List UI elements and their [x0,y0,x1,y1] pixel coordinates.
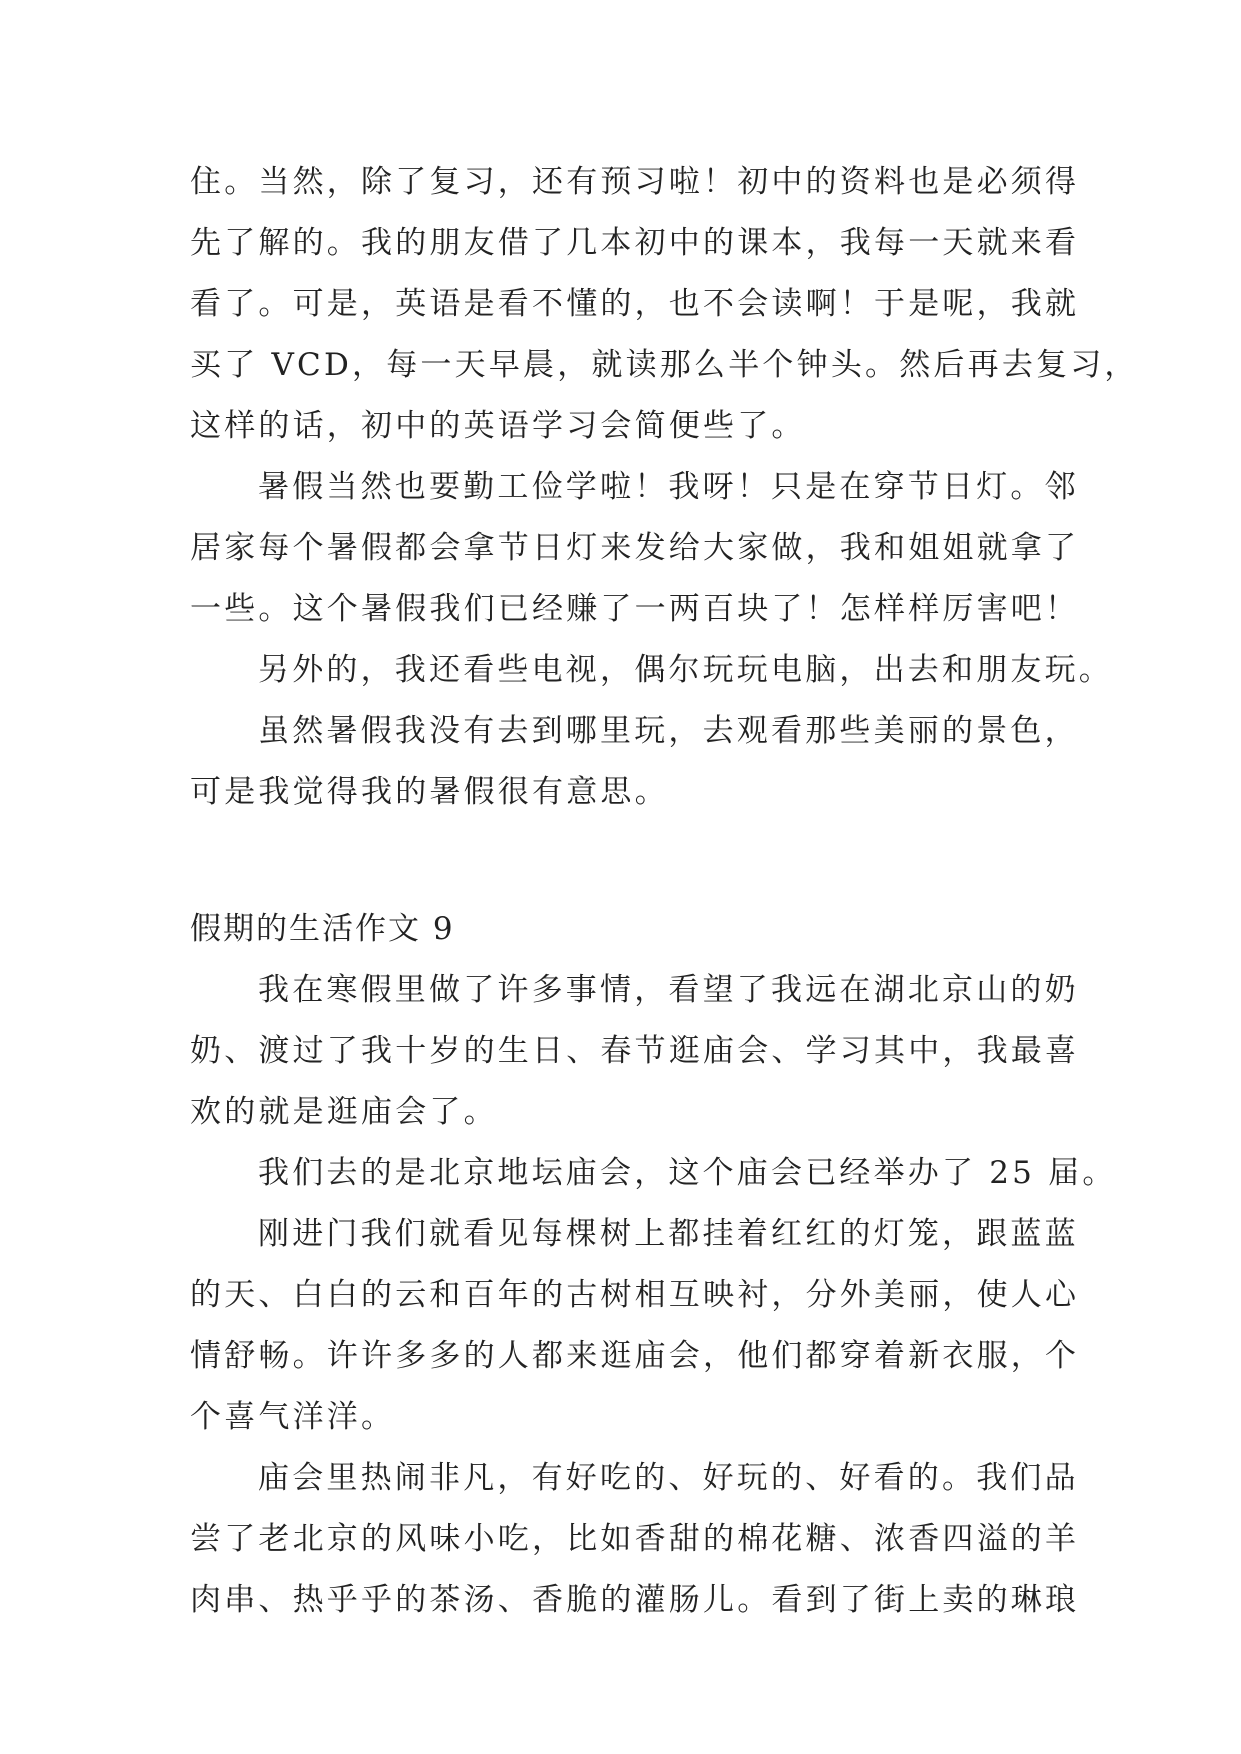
text-line: 情舒畅。许许多多的人都来逛庙会，他们都穿着新衣服，个 [190,1338,1080,1374]
text-line: 庙会里热闹非凡，有好吃的、好玩的、好看的。我们品 [258,1460,1079,1496]
text-line: 我在寒假里做了许多事情，看望了我远在湖北京山的奶 [258,972,1079,1008]
text-line: 可是我觉得我的暑假很有意思。 [190,774,669,810]
text-line: 我们去的是北京地坛庙会，这个庙会已经举办了 25 届。 [258,1155,1117,1191]
text-line: 肉串、热乎乎的茶汤、香脆的灌肠儿。看到了街上卖的琳琅 [190,1582,1080,1618]
paragraph-continuation [190,152,1139,457]
paragraph-temple-fair [190,1143,1117,1204]
paragraph-snacks [190,1448,1080,1631]
text-line: 一些。这个暑假我们已经赚了一两百块了！怎样样厉害吧！ [190,591,1080,627]
text-line: 住。当然，除了复习，还有预习啦！初中的资料也是必须得 [190,164,1080,200]
text-line: 这样的话，初中的英语学习会简便些了。 [190,408,806,444]
text-line: 刚进门我们就看见每棵树上都挂着红红的灯笼，跟蓝蓝 [258,1216,1079,1252]
paragraph-conclusion [190,701,1079,823]
text-line: 看了。可是，英语是看不懂的，也不会读啊！于是呢，我就 [190,286,1080,322]
text-line: 奶、渡过了我十岁的生日、春节逛庙会、学习其中，我最喜 [190,1033,1080,1069]
text-line: 个喜气洋洋。 [190,1399,396,1435]
text-line: 先了解的。我的朋友借了几本初中的课本，我每一天就来看 [190,225,1080,261]
text-line: 虽然暑假我没有去到哪里玩，去观看那些美丽的景色， [258,713,1079,749]
text-line: 买了 VCD，每一天早晨，就读那么半个钟头。然后再去复习， [190,347,1139,383]
section-gap [190,823,1070,899]
text-line: 欢的就是逛庙会了。 [190,1094,498,1130]
text-line: 暑假当然也要勤工俭学啦！我呀！只是在穿节日灯。邻 [258,469,1079,505]
text-line: 的天、白白的云和百年的古树相互映衬，分外美丽，使人心 [190,1277,1080,1313]
text-line: 另外的，我还看些电视，偶尔玩玩电脑，出去和朋友玩。 [258,652,1113,688]
essay-heading: 假期的生活作文 9 [190,911,455,947]
paragraph-summer-work [190,457,1080,640]
text-line: 居家每个暑假都会拿节日灯来发给大家做，我和姐姐就拿了 [190,530,1080,566]
paragraph-lanterns [190,1204,1080,1448]
paragraph-other-activities [190,640,1113,701]
text-line: 尝了老北京的风味小吃，比如香甜的棉花糖、浓香四溢的羊 [190,1521,1080,1557]
document-body [190,152,1139,1631]
paragraph-winter-break [190,960,1080,1143]
